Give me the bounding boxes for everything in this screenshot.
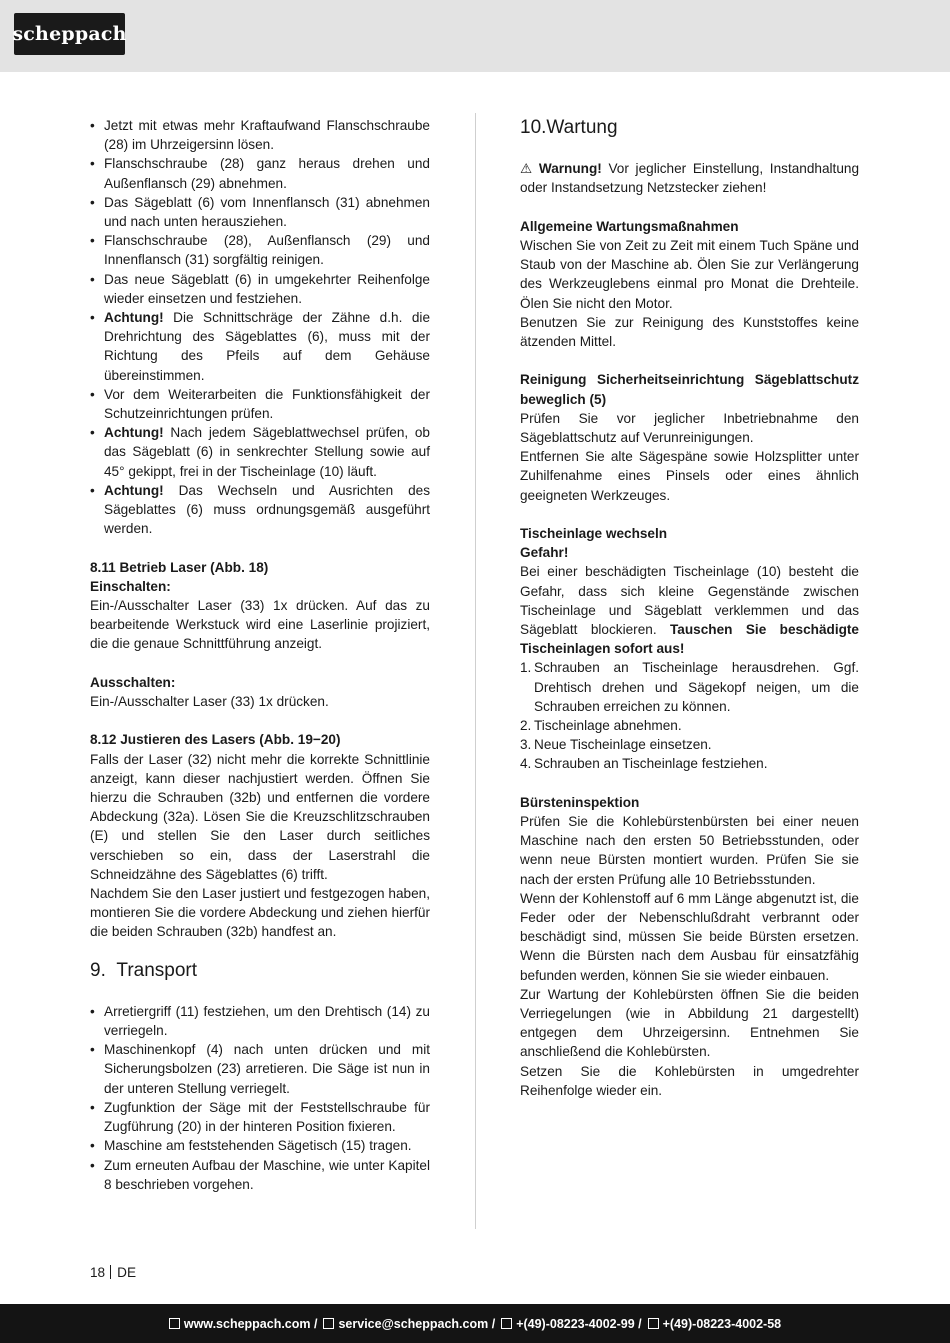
guard-cleaning-text-2: Entfernen Sie alte Sägespäne sowie Holzsplitter unter Zuhilfenahme eines Pinsels oder eines ähnlich geeigneten Werkzeuges. bbox=[520, 449, 859, 503]
fax-link[interactable]: +(49)-08223-4002-58 bbox=[648, 1317, 782, 1331]
list-item: • Maschinenkopf (4) nach unten drücken und mit Sicherungsbolzen (23) arretieren. Die Säge ist nun in der unteren Stellung verriegelt. bbox=[90, 1040, 430, 1098]
email-link[interactable]: service@scheppach.com / bbox=[323, 1317, 495, 1331]
general-maintenance-text-2: Benutzen Sie zur Reinigung des Kunststoffes keine ätzenden Mittel. bbox=[520, 314, 859, 349]
switch-on-text: Ein-/Ausschalter Laser (33) 1x drücken. Auf das zu bearbeitende Werkstuck wird eine Laserlinie projiziert, die die genaue Schnittführung anzeigt. bbox=[90, 598, 430, 652]
sawblade-steps-list bbox=[90, 116, 430, 538]
list-item: • Achtung! Die Schnittschräge der Zähne d.h. die Drehrichtung des Sägeblattes (6), muss mit der Richtung des Pfeils auf dem Gehäuse übereinstimmen. bbox=[90, 308, 430, 385]
list-item: 4. Schrauben an Tischeinlage festziehen. bbox=[520, 756, 768, 772]
website-link[interactable]: www.scheppach.com / bbox=[169, 1317, 318, 1331]
list-item: • Vor dem Weiterarbeiten die Funktionsfähigkeit der Schutzeinrichtungen prüfen. bbox=[90, 385, 430, 423]
list-item: • Achtung! Das Wechseln und Ausrichten des Sägeblattes (6) muss ordnungsgemäß ausgeführt werden. bbox=[90, 481, 430, 539]
brush-text-2: Wenn der Kohlenstoff auf 6 mm Länge abgenutzt ist, die Feder oder der Nebenschlußdraht verbrannt oder beschädigt sind, müssen Sie beide Bürsten ersetzen. Wenn die Bürsten nach dem Ausbau für einsatzfähig befunden werden, können Sie sie wieder einbauen. bbox=[520, 890, 859, 983]
left-column bbox=[90, 116, 430, 1194]
column-divider bbox=[475, 113, 476, 1229]
section-8-12-title: 8.12 Justieren des Lasers (Abb. 19−20) bbox=[90, 732, 341, 748]
fax-icon bbox=[648, 1318, 659, 1329]
list-item: • Maschine am feststehenden Sägetisch (15) tragen. bbox=[90, 1136, 430, 1155]
phone-link[interactable]: +(49)-08223-4002-99 / bbox=[501, 1317, 641, 1331]
brush-inspection-title: Bürsteninspektion bbox=[520, 794, 640, 810]
list-item: • Das neue Sägeblatt (6) in umgekehrter Reihenfolge wieder einsetzen und festziehen. bbox=[90, 270, 430, 308]
warning-triangle-icon: ⚠ bbox=[520, 161, 533, 177]
list-item: 3. Neue Tischeinlage einsetzen. bbox=[520, 737, 712, 753]
header-band bbox=[0, 0, 950, 72]
section-8-11-title: 8.11 Betrieb Laser (Abb. 18) bbox=[90, 559, 269, 575]
table-insert-steps bbox=[520, 658, 859, 773]
list-item: • Zugfunktion der Säge mit der Feststellschraube für Zugführung (20) in der hinteren Position fixieren. bbox=[90, 1098, 430, 1136]
laser-adjust-paragraph: Falls der Laser (32) nicht mehr die korrekte Schnittlinie anzeigt, kann dieser nachjustiert werden. Öffnen Sie hierzu die Schrauben (32b) und entfernen die vordere Abdeckung (32a). Lösen Sie die Kreuzschlitzschrauben (E) und stellen Sie den Laser durch seitliches verschieben so ein, dass der Laserstrahl die Schneidzähne des Sägeblattes (6) trifft. bbox=[90, 751, 430, 882]
phone-icon bbox=[501, 1318, 512, 1329]
list-item: • Jetzt mit etwas mehr Kraftaufwand Flanschschraube (28) im Uhrzeigersinn lösen. bbox=[90, 116, 430, 154]
brush-text: Prüfen Sie die Kohlebürstenbürsten bei einer neuen Maschine nach den ersten 50 Betriebsstunden, oder wenn neue Bürsten montiert wurden. Prüfen Sie sie nach der ersten Prüfung alle 10 Betriebsstunden. bbox=[520, 814, 859, 887]
table-insert-text: Bei einer beschädigten Tischeinlage (10) besteht die Gefahr, dass sich kleine Gegenstände zwischen Tischeinlage und Sägeblatt verklemmen und das Sägeblatt blockieren. Tauschen Sie beschädigte Tischeinlagen sofort aus! bbox=[520, 564, 859, 657]
switch-off-text: Ein-/Ausschalter Laser (33) 1x drücken. bbox=[90, 694, 329, 710]
table-insert-title: Tischeinlage wechseln bbox=[520, 526, 668, 541]
list-item: • Das Sägeblatt (6) vom Innenflansch (31) abnehmen und nach unten herausziehen. bbox=[90, 193, 430, 231]
danger-label: Gefahr! bbox=[520, 545, 569, 561]
right-column bbox=[520, 116, 859, 1100]
general-maintenance-title: Allgemeine Wartungsmaßnahmen bbox=[520, 218, 739, 234]
globe-icon bbox=[169, 1318, 180, 1329]
transport-list bbox=[90, 1002, 430, 1194]
switch-on-label: Einschalten: bbox=[90, 578, 171, 594]
laser-adjust-paragraph-2: Nachdem Sie den Laser justiert und festgezogen haben, montieren Sie die vordere Abdeckung und ziehen hierfür die beiden Schrauben (32b) handfest an. bbox=[90, 886, 430, 940]
mail-icon bbox=[323, 1318, 334, 1329]
contact-footer bbox=[0, 1304, 950, 1343]
list-item: • Flanschschraube (28) ganz heraus drehen und Außenflansch (29) abnehmen. bbox=[90, 154, 430, 192]
section-10-heading: 10.Wartung bbox=[520, 117, 618, 138]
brush-text-3: Zur Wartung der Kohlebürsten öffnen Sie die beiden Verriegelungen (wie in Abbildung 21 dargestellt) entgegen dem Uhrzeigersinn. Entnehmen Sie anschließend die Kohlebürsten. bbox=[520, 986, 859, 1060]
page-number: 18 DE bbox=[90, 1265, 137, 1280]
brush-text-4: Setzen Sie die Kohlebürsten in umgedrehter Reihenfolge wieder ein. bbox=[520, 1063, 859, 1098]
warning-paragraph: ⚠ Warnung! Vor jeglicher Einstellung, Instandhaltung oder Instandsetzung Netzstecker ziehen! bbox=[520, 161, 859, 196]
guard-cleaning-text: Prüfen Sie vor jeglicher Inbetriebnahme den Sägeblattschutz auf Verunreinigungen. bbox=[520, 410, 859, 445]
list-item: • Zum erneuten Aufbau der Maschine, wie unter Kapitel 8 beschrieben vorgehen. bbox=[90, 1156, 430, 1194]
list-item: 2. Tischeinlage abnehmen. bbox=[520, 718, 682, 734]
section-9-heading: 9. Transport bbox=[90, 959, 198, 981]
guard-cleaning-title: Reinigung Sicherheitseinrichtung Sägeblattschutz beweglich (5) bbox=[520, 372, 859, 407]
brand-logo: scheppach bbox=[14, 13, 125, 55]
list-item: 1. Schrauben an Tischeinlage herausdrehen. Ggf. Drehtisch drehen und Sägekopf neigen, um die Schrauben erreichen zu können. bbox=[520, 660, 859, 714]
general-maintenance-text: Wischen Sie von Zeit zu Zeit mit einem Tuch Späne und Staub von der Maschine ab. Ölen Sie zur Verlängerung des Werkzeuglebens einmal pro Monat die Drehteile. Ölen Sie nicht den Motor. bbox=[520, 237, 859, 311]
list-item: • Flanschschraube (28), Außenflansch (29) und Innenflansch (31) sorgfältig reinigen. bbox=[90, 231, 430, 269]
switch-off-label: Ausschalten: bbox=[90, 674, 176, 690]
list-item: • Arretiergriff (11) festziehen, um den Drehtisch (14) zu verriegeln. bbox=[90, 1002, 430, 1040]
list-item: • Achtung! Nach jedem Sägeblattwechsel prüfen, ob das Sägeblatt (6) in senkrechter Stellung sowie auf 45° gekippt, frei in der Tischeinlage (10) läuft. bbox=[90, 423, 430, 481]
